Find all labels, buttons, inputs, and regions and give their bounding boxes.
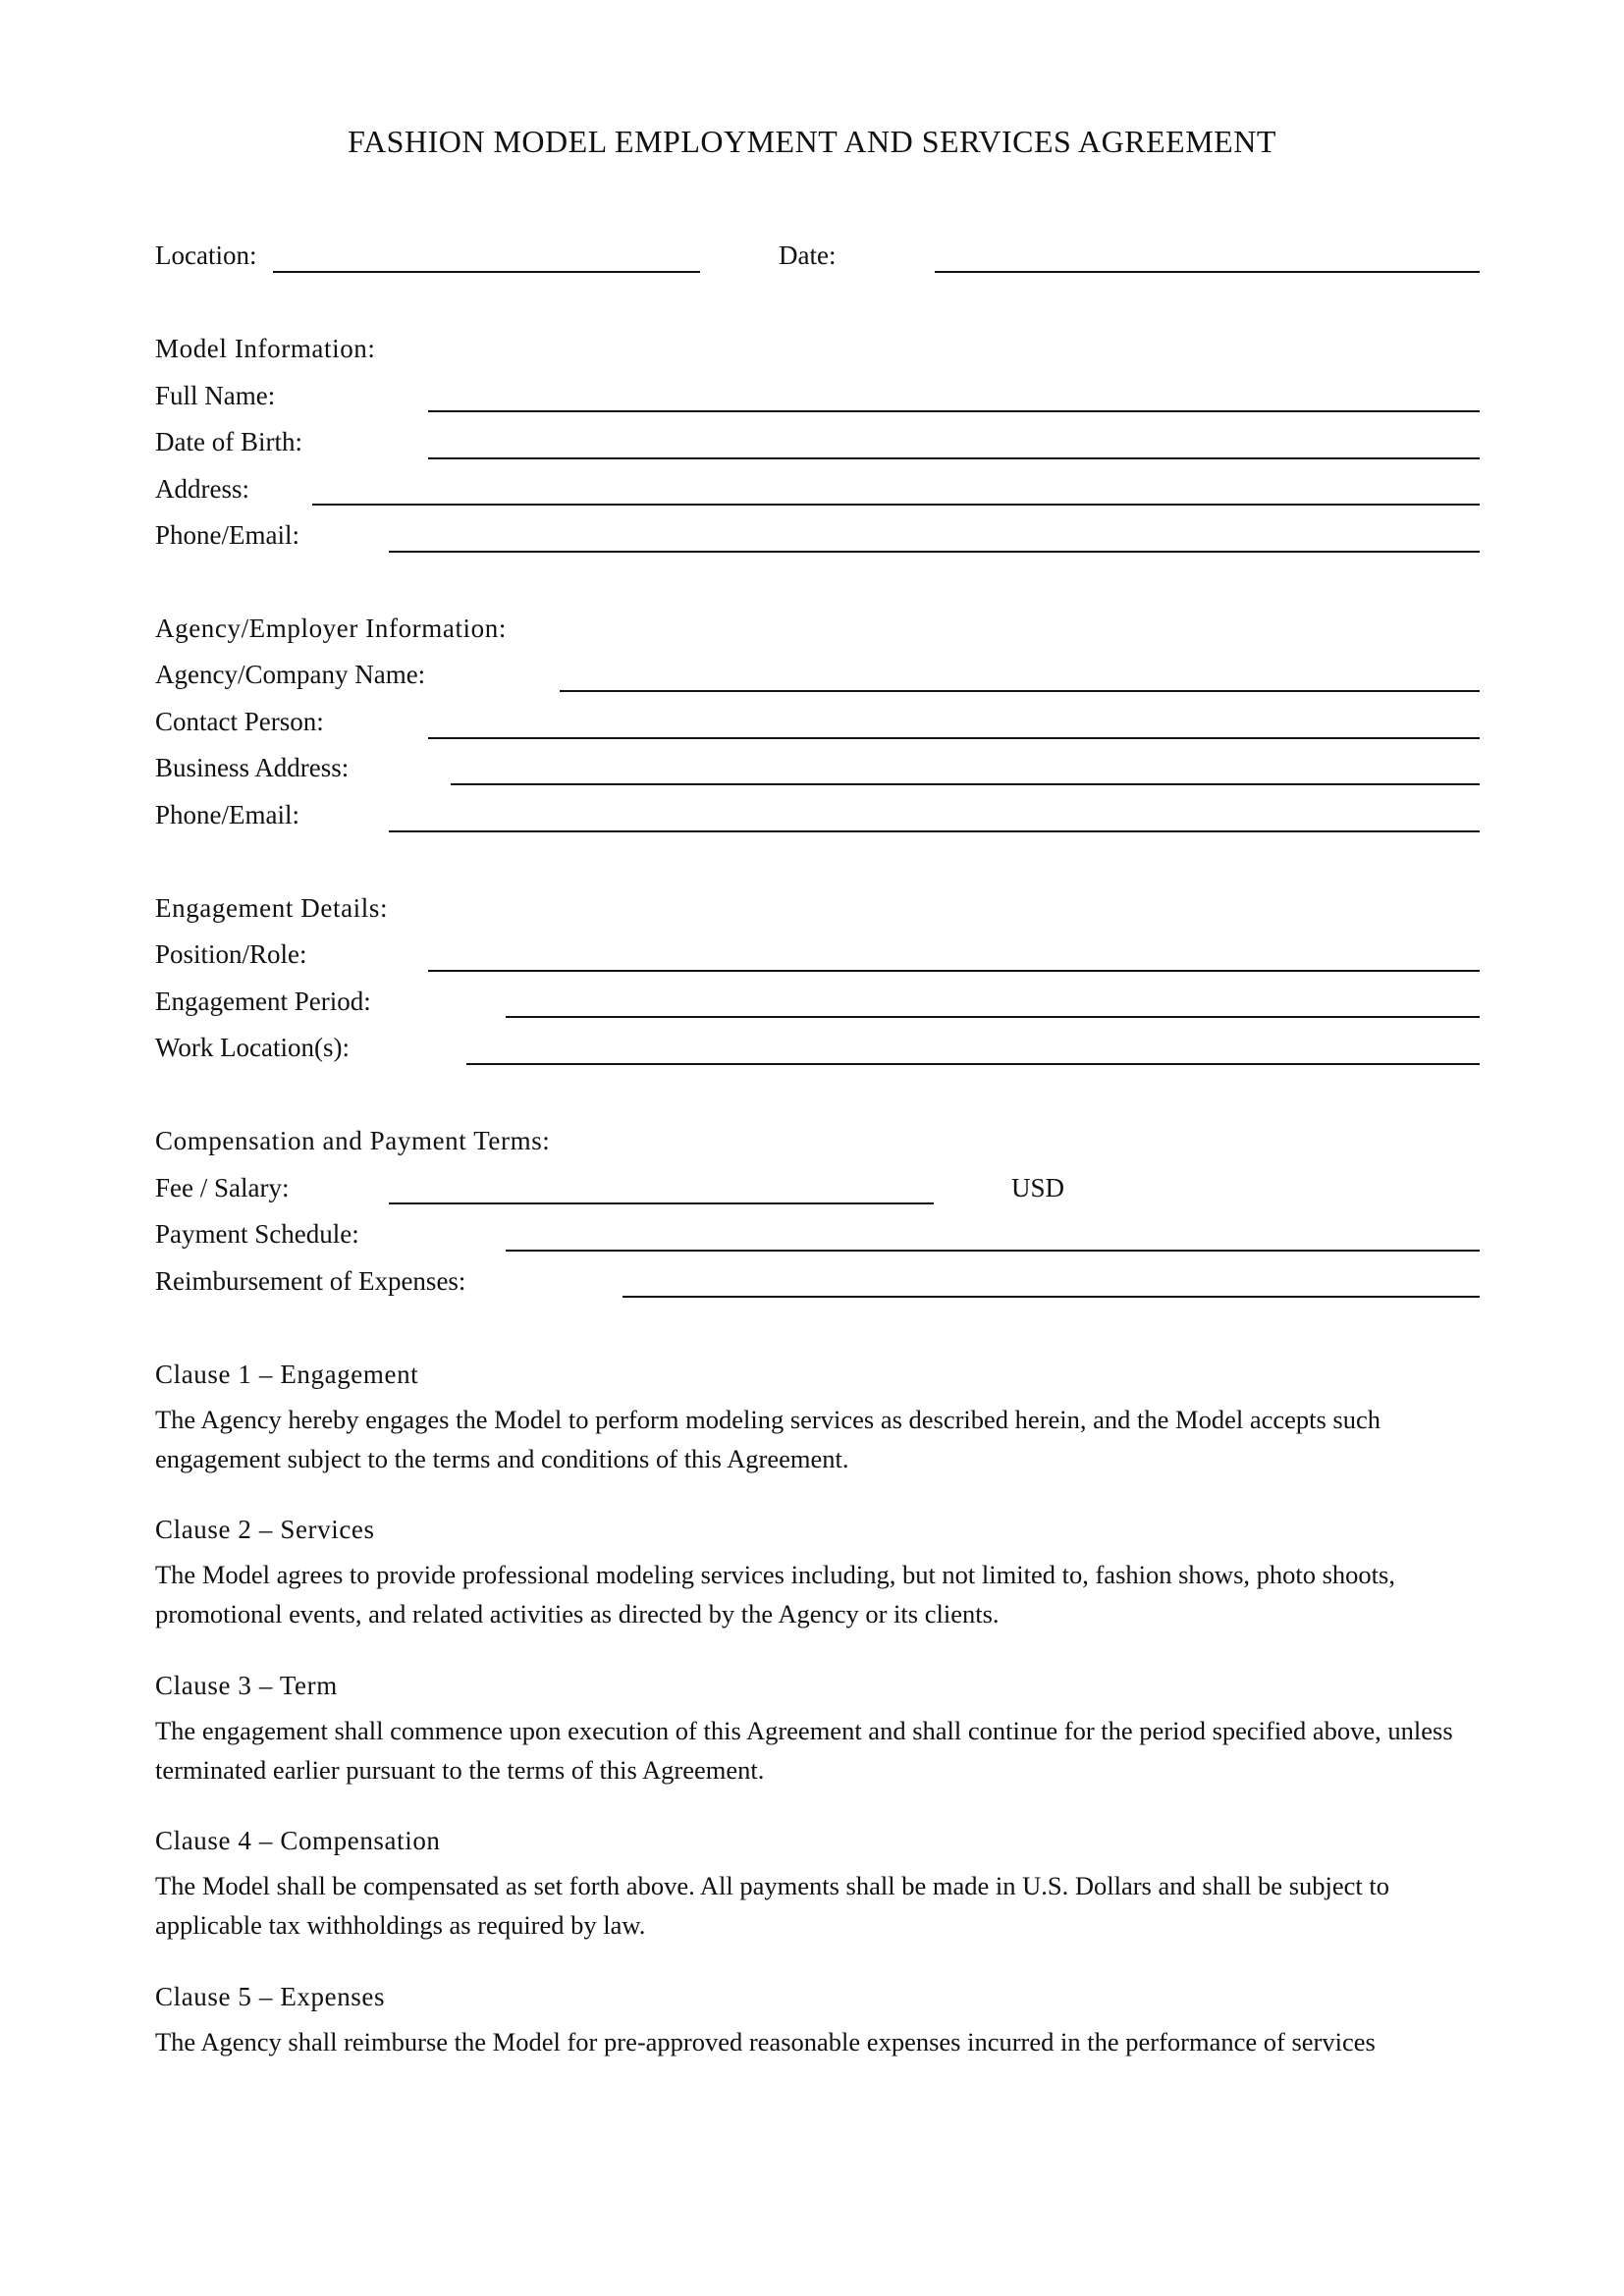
work-locations-label: Work Location(s): [155, 1033, 351, 1062]
model-info-heading: Model Information: [155, 334, 376, 363]
date-of-birth-field[interactable] [428, 457, 1480, 459]
reimbursement-expenses-label: Reimbursement of Expenses: [155, 1266, 466, 1296]
full-name-label: Full Name: [155, 381, 276, 410]
document-title: FASHION MODEL EMPLOYMENT AND SERVICES AGREEMENT [348, 124, 1276, 159]
agency-info-heading: Agency/Employer Information: [155, 614, 507, 643]
model-phone-email-field[interactable] [389, 551, 1480, 553]
agency-phone-email-field[interactable] [389, 830, 1480, 832]
model-phone-email-label: Phone/Email: [155, 520, 299, 550]
date-of-birth-label: Date of Birth: [155, 427, 302, 456]
contact-person-label: Contact Person: [155, 707, 324, 736]
position-role-field[interactable] [428, 970, 1480, 972]
clause-2-text: The Model agrees to provide professional modeling services including, but not limited to, fashion shows, photo shoots, promotional events, and related activities as directed by the Agency or its clients. [155, 1560, 1395, 1629]
clause-2-heading: Clause 2 – Services [155, 1515, 375, 1544]
clause-5-heading: Clause 5 – Expenses [155, 1982, 386, 2011]
business-address-field[interactable] [451, 783, 1480, 785]
clause-3-text: The engagement shall commence upon execution of this Agreement and shall continue for the period specified above, unless terminated earlier pursuant to the terms of this Agreement. [155, 1716, 1453, 1785]
payment-schedule-label: Payment Schedule: [155, 1219, 359, 1249]
clause-4-text: The Model shall be compensated as set forth above. All payments shall be made in U.S. Dollars and shall be subject to applicable tax withholdings as required by law. [155, 1871, 1389, 1940]
engagement-period-field[interactable] [506, 1016, 1480, 1018]
engagement-details-heading: Engagement Details: [155, 893, 389, 923]
work-locations-field[interactable] [466, 1063, 1480, 1065]
model-address-field[interactable] [312, 504, 1480, 506]
location-label: Location: [155, 240, 257, 270]
fee-salary-field[interactable] [389, 1202, 934, 1204]
date-field[interactable] [935, 271, 1480, 273]
clause-1-text: The Agency hereby engages the Model to perform modeling services as described herein, and the Model accepts such engagement subject to the terms and conditions of this Agreement. [155, 1405, 1381, 1473]
reimbursement-expenses-field[interactable] [623, 1296, 1480, 1298]
location-field[interactable] [273, 271, 700, 273]
contact-person-field[interactable] [428, 737, 1480, 739]
currency-label: USD [1011, 1173, 1065, 1202]
model-address-label: Address: [155, 474, 249, 504]
agency-company-name-label: Agency/Company Name: [155, 660, 426, 689]
agency-phone-email-label: Phone/Email: [155, 800, 299, 829]
fee-salary-label: Fee / Salary: [155, 1173, 290, 1202]
compensation-heading: Compensation and Payment Terms: [155, 1126, 551, 1155]
clause-5-text: The Agency shall reimburse the Model for pre-approved reasonable expenses incurred in the performance of services [155, 2027, 1376, 2056]
clause-3-heading: Clause 3 – Term [155, 1671, 338, 1700]
position-role-label: Position/Role: [155, 939, 307, 969]
payment-schedule-field[interactable] [506, 1250, 1480, 1252]
business-address-label: Business Address: [155, 753, 350, 782]
full-name-field[interactable] [428, 410, 1480, 412]
date-label: Date: [779, 240, 837, 270]
clause-1-heading: Clause 1 – Engagement [155, 1360, 419, 1389]
agency-company-name-field[interactable] [560, 690, 1480, 692]
clause-4-heading: Clause 4 – Compensation [155, 1826, 441, 1855]
engagement-period-label: Engagement Period: [155, 987, 371, 1016]
